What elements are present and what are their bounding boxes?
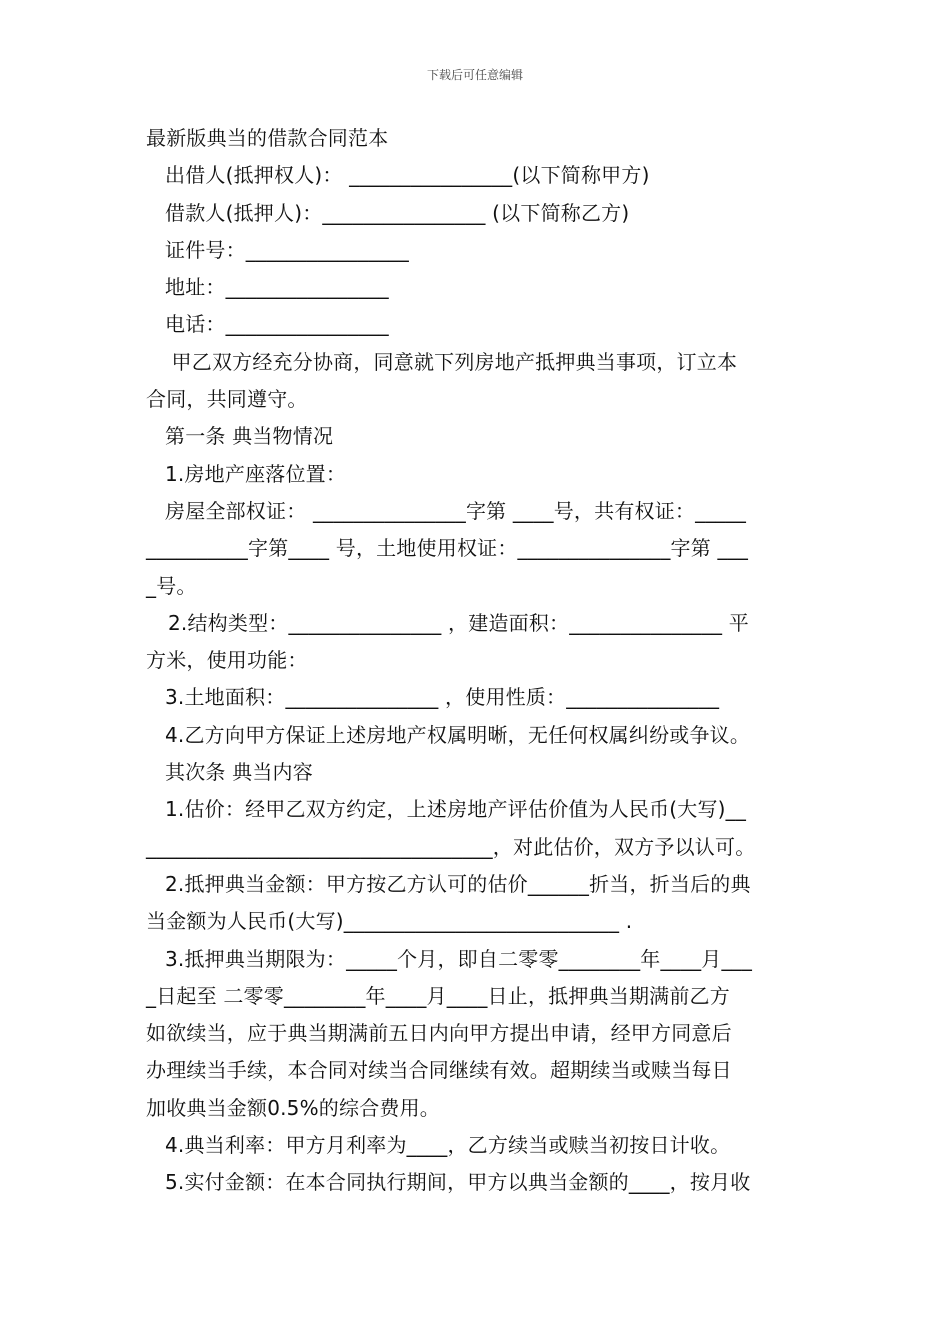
text-line: 第一条 典当物情况: [165, 424, 334, 449]
text-line: 4.乙方向甲方保证上述房地产权属明晰，无任何权属纠纷或争议。: [165, 722, 751, 747]
contract-body: [146, 120, 811, 1202]
text-line: 3.抵押典当期限为：_____个月，即自二零零________年____月___: [165, 946, 753, 971]
text-line: 地址：________________: [165, 275, 389, 300]
text-line: 甲乙双方经充分协商，同意就下列房地产抵押典当事项，订立本: [165, 349, 738, 374]
text-line: 房屋全部权证： _______________字第 ____号，共有权证：_____: [165, 498, 747, 523]
text-line: 3.土地面积：_______________ ，使用性质：_______________: [165, 685, 720, 710]
text-line: 其次条 典当内容: [165, 760, 313, 785]
text-line: 4.典当利率：甲方月利率为____，乙方续当或赎当初按日计收。: [165, 1133, 731, 1158]
text-line: 出借人(抵押权人)： ________________(以下简称甲方): [165, 163, 650, 188]
page-header: 下载后可任意编辑: [426, 68, 523, 82]
text-line: 证件号：________________: [165, 237, 409, 262]
text-line: 2.结构类型：_______________ ，建造面积：_______________ 平: [168, 610, 749, 635]
text-line: __________字第____ 号，土地使用权证：_______________字第 ___: [146, 536, 749, 561]
text-line: 借款人(抵押人)：________________ (以下简称乙方): [165, 200, 630, 225]
text-line: 电话：________________: [165, 312, 389, 337]
text-line: 当金额为人民币(大写)___________________________ .: [146, 909, 633, 934]
text-line: _号。: [146, 573, 197, 598]
text-line: 加收典当金额0.5%的综合费用。: [146, 1095, 441, 1120]
text-line: 办理续当手续，本合同对续当合同继续有效。超期续当或赎当每日: [146, 1058, 732, 1083]
text-line: 合同，共同遵守。: [146, 387, 308, 412]
document-title: 最新版典当的借款合同范本: [146, 126, 389, 150]
text-line: _日起至 二零零________年____月____日止，抵押典当期满前乙方: [146, 983, 730, 1008]
text-line: 方米，使用功能：: [146, 648, 308, 673]
text-line: 1.房地产座落位置：: [165, 461, 347, 486]
text-line: 2.抵押典当金额：甲方按乙方认可的估价______折当，折当后的典: [165, 871, 751, 896]
text-line: __________________________________，对此估价，双方予以认可。: [146, 834, 756, 859]
text-line: 1.估价：经甲乙双方约定，上述房地产评估价值为人民币(大写)__: [165, 797, 747, 822]
text-line: 5.实付金额：在本合同执行期间，甲方以典当金额的____，按月收: [165, 1170, 751, 1195]
text-line: 如欲续当，应于典当期满前五日内向甲方提出申请，经甲方同意后: [146, 1021, 732, 1046]
